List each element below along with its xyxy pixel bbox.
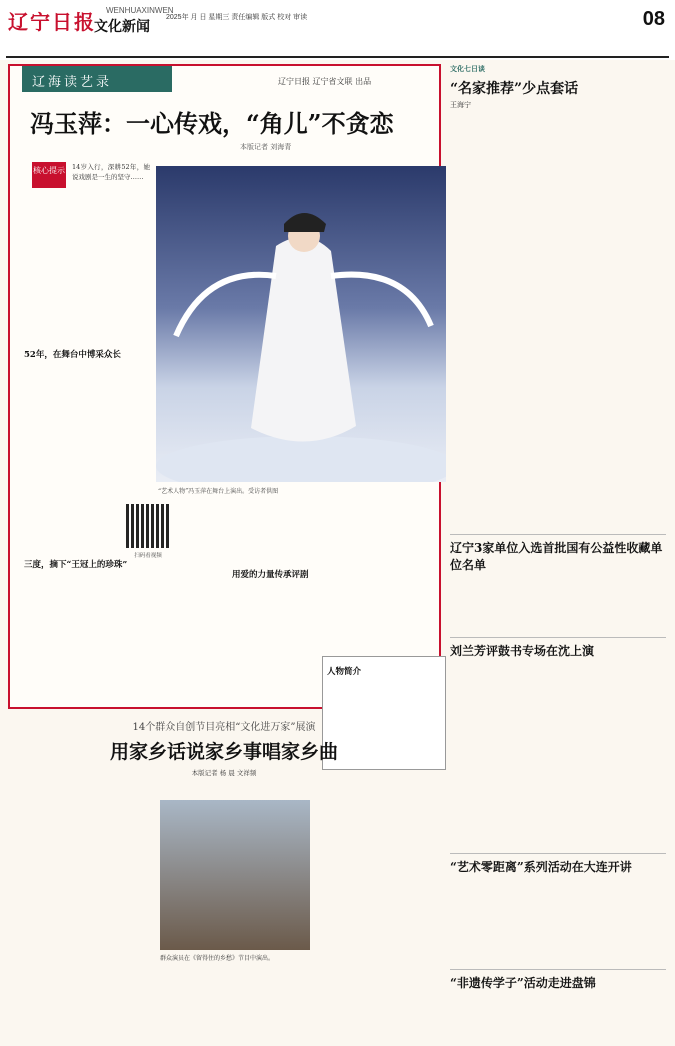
copublish-line: 辽宁日报 辽宁省文联 出品 [278, 77, 372, 86]
bottom-article [8, 718, 440, 962]
right-body-space [450, 110, 666, 530]
masthead [0, 0, 675, 60]
right-column [450, 64, 666, 991]
section-pinyin: WENHUAXINWEN [106, 6, 174, 15]
key-points-badge: 核心提示 [32, 162, 66, 188]
divider [450, 969, 666, 970]
masthead-rule [6, 56, 669, 58]
feature-headline: 冯玉萍：一心传戏，“角儿”不贪恋 [30, 109, 394, 138]
feature-lead: 14岁入行，深耕52年，她说戏剧是一生的坚守…… [72, 163, 150, 181]
bottom-photo [160, 800, 310, 950]
divider [450, 534, 666, 535]
feature-byline: 本版记者 刘海青 [240, 143, 292, 151]
masthead-meta: 2025年 月 日 星期三 责任编辑 版式 校对 审读 [166, 14, 308, 21]
feature-col3 [232, 566, 318, 702]
right-label: 文化七日谈 [450, 64, 485, 73]
divider [450, 853, 666, 854]
bottom-byline: 本版记者 杨 晨 文祥频 [191, 769, 257, 777]
subhead-52years: 52年，在舞台中博采众长 [24, 350, 121, 360]
spacer [450, 659, 666, 849]
column-label: 辽海读艺录 [22, 66, 172, 92]
stage-photo [156, 166, 446, 482]
news-heading-3: “艺术零距离”系列活动在大连开讲 [450, 860, 632, 874]
bottom-caption: 群众演员在《留得住的乡愁》节目中演出。 [160, 955, 275, 962]
page-number: 08 [642, 8, 665, 30]
news-heading-1: 辽宁3家单位入选首批国有公益性收藏单位名单 [450, 541, 663, 572]
qr-label: 扫码看视频 [134, 553, 162, 559]
subhead-love: 用爱的力量传承评剧 [232, 570, 309, 580]
feature-article [8, 64, 441, 709]
photo-caption: “艺术人物”冯玉萍在舞台上演出。受访者供图 [158, 488, 279, 495]
bottom-kicker: 14个群众自创节目亮相“文化进万家”展演 [132, 722, 316, 733]
divider [450, 637, 666, 638]
right-author: 王海宁 [450, 101, 471, 109]
qr-code[interactable] [126, 504, 170, 548]
spacer [450, 875, 666, 965]
section-title: 文化新闻 [94, 19, 150, 35]
profile-title: 人物简介 [327, 667, 362, 677]
news-heading-2: 刘兰芳评鼓书专场在沈上演 [450, 644, 595, 658]
bottom-headline: 用家乡话说家乡事唱家乡曲 [109, 741, 338, 763]
newspaper-logo: 辽宁日报 [8, 10, 96, 34]
performer-figure [156, 166, 446, 482]
subhead-three-times: 三度，摘下“王冠上的珍珠” [24, 560, 128, 570]
news-heading-4: “非遗传学子”活动走进盘锦 [450, 976, 596, 990]
right-title: “名家推荐”少点套话 [450, 81, 579, 97]
spacer [450, 573, 666, 633]
